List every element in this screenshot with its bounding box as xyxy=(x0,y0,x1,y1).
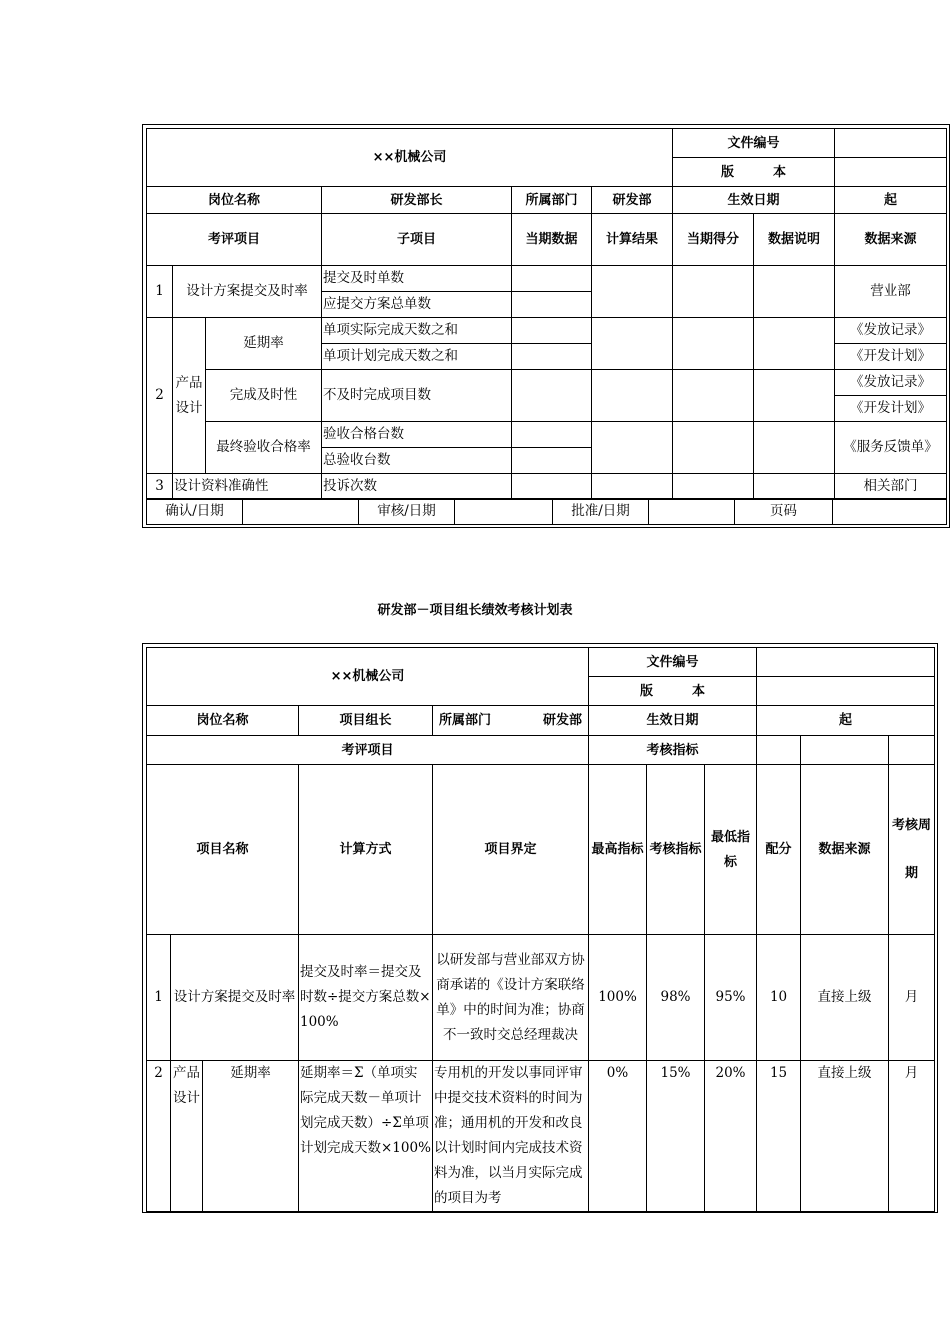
row3-calc[interactable] xyxy=(592,474,673,500)
row2c-sub2-data[interactable] xyxy=(512,448,592,474)
kpi-table-1 xyxy=(146,128,947,500)
approve-value[interactable] xyxy=(649,499,735,525)
row1-calc[interactable] xyxy=(592,266,673,318)
dept-label: 所属部门 xyxy=(512,187,592,214)
row1-no: 1 xyxy=(147,266,173,318)
company-name: ××机械公司 xyxy=(147,129,673,187)
post-value: 研发部长 xyxy=(322,187,512,214)
t2-file-no-label: 文件编号 xyxy=(589,648,757,677)
t2-row2-calc: 延期率＝Σ（单项实际完成天数－单项计划完成天数）÷Σ单项计划完成天数×100% xyxy=(299,1061,433,1212)
row3-data[interactable] xyxy=(512,474,592,500)
row2a-sub2-data[interactable] xyxy=(512,344,592,370)
header-current-score: 当期得分 xyxy=(673,214,754,266)
row2b-calc[interactable] xyxy=(592,370,673,422)
header-sub: 子项目 xyxy=(322,214,512,266)
t2-row2-no: 2 xyxy=(147,1061,171,1212)
t2-row1-min: 95% xyxy=(705,935,757,1061)
t2-header-max: 最高指标 xyxy=(589,765,647,935)
approve-label: 批准/日期 xyxy=(553,499,649,525)
t2-blank-1 xyxy=(757,736,801,765)
kpi-table-2 xyxy=(146,647,935,1212)
t2-effective-label: 生效日期 xyxy=(589,706,757,736)
row2c-source: 《服务反馈单》 xyxy=(835,422,947,474)
t2-dept-value: 研发部 xyxy=(543,713,583,728)
row2a-sub1-data[interactable] xyxy=(512,318,592,344)
t2-effective-value: 起 xyxy=(757,706,935,736)
review-label: 审核/日期 xyxy=(359,499,455,525)
row1-sub2-data[interactable] xyxy=(512,292,592,318)
row3-note[interactable] xyxy=(754,474,835,500)
version-value[interactable] xyxy=(835,158,947,187)
t2-header-cycle: 考核周期 xyxy=(889,765,935,935)
t2-dept-label xyxy=(433,706,589,736)
row2b-data[interactable] xyxy=(512,370,592,422)
t2-blank-2 xyxy=(801,736,889,765)
t2-row1-max: 100% xyxy=(589,935,647,1061)
t2-row2-weight: 15 xyxy=(757,1061,801,1212)
row1-score[interactable] xyxy=(673,266,754,318)
confirm-value[interactable] xyxy=(243,499,359,525)
row1-source: 营业部 xyxy=(835,266,947,318)
row2c-name: 最终验收合格率 xyxy=(206,422,322,474)
t2-version-value[interactable] xyxy=(757,677,935,706)
t2-header-target: 考核指标 xyxy=(647,765,705,935)
t2-row2-max: 0% xyxy=(589,1061,647,1212)
row3-sub: 投诉次数 xyxy=(322,474,512,500)
t2-version-label: 版 本 xyxy=(589,677,757,706)
effective-label: 生效日期 xyxy=(673,187,835,214)
t2-row1-no: 1 xyxy=(147,935,171,1061)
t2-row1-target: 98% xyxy=(647,935,705,1061)
row2c-calc[interactable] xyxy=(592,422,673,474)
t2-header-define: 项目界定 xyxy=(433,765,589,935)
t2-row1-source: 直接上级 xyxy=(801,935,889,1061)
t2-header-calc: 计算方式 xyxy=(299,765,433,935)
t2-row2-min: 20% xyxy=(705,1061,757,1212)
file-no-value[interactable] xyxy=(835,129,947,158)
version-label: 版 本 xyxy=(673,158,835,187)
effective-value: 起 xyxy=(835,187,947,214)
page-value[interactable] xyxy=(833,499,947,525)
row2c-sub2: 总验收台数 xyxy=(322,448,512,474)
row2b-score[interactable] xyxy=(673,370,754,422)
row2a-score[interactable] xyxy=(673,318,754,370)
header-data-note: 数据说明 xyxy=(754,214,835,266)
row2b-source1: 《发放记录》 xyxy=(835,370,947,396)
page-label: 页码 xyxy=(735,499,833,525)
table1-footer xyxy=(146,498,947,525)
row2a-source2: 《开发计划》 xyxy=(835,344,947,370)
t2-file-no-value[interactable] xyxy=(757,648,935,677)
row2a-sub2: 单项计划完成天数之和 xyxy=(322,344,512,370)
t2-header-weight: 配分 xyxy=(757,765,801,935)
confirm-label: 确认/日期 xyxy=(147,499,243,525)
row2-group: 产品设计 xyxy=(173,318,206,474)
row2c-sub1: 验收合格台数 xyxy=(322,422,512,448)
t2-header-source: 数据来源 xyxy=(801,765,889,935)
header-current-data: 当期数据 xyxy=(512,214,592,266)
t2-company-name: ××机械公司 xyxy=(147,648,589,706)
t2-row1-name: 设计方案提交及时率 xyxy=(171,935,299,1061)
t2-row2-source: 直接上级 xyxy=(801,1061,889,1212)
header-source: 数据来源 xyxy=(835,214,947,266)
row2a-source1: 《发放记录》 xyxy=(835,318,947,344)
row2a-sub1: 单项实际完成天数之和 xyxy=(322,318,512,344)
t2-row1-weight: 10 xyxy=(757,935,801,1061)
row1-sub1-data[interactable] xyxy=(512,266,592,292)
row1-note[interactable] xyxy=(754,266,835,318)
row3-score[interactable] xyxy=(673,474,754,500)
t2-blank-3 xyxy=(889,736,935,765)
row2c-sub1-data[interactable] xyxy=(512,422,592,448)
table2-title: 研发部－项目组长绩效考核计划表 xyxy=(377,603,573,618)
t2-row2-group: 产品设计 xyxy=(171,1061,203,1212)
t2-eval-index-label: 考核指标 xyxy=(589,736,757,765)
row2b-note[interactable] xyxy=(754,370,835,422)
row2c-note[interactable] xyxy=(754,422,835,474)
header-item: 考评项目 xyxy=(147,214,322,266)
row1-sub1: 提交及时单数 xyxy=(322,266,512,292)
row2b-source2: 《开发计划》 xyxy=(835,396,947,422)
header-calc-result: 计算结果 xyxy=(592,214,673,266)
review-value[interactable] xyxy=(455,499,553,525)
t2-row2-define: 专用机的开发以事同评审中提交技术资料的时间为准；通用机的开发和改良以计划时间内完成技术资料为准，以当月实际完成的项目为考 xyxy=(433,1061,589,1212)
post-label: 岗位名称 xyxy=(147,187,322,214)
t2-row2-target: 15% xyxy=(647,1061,705,1212)
row3-source: 相关部门 xyxy=(835,474,947,500)
row2b-sub: 不及时完成项目数 xyxy=(322,370,512,422)
file-no-label: 文件编号 xyxy=(673,129,835,158)
t2-dept-label-text: 所属部门 xyxy=(438,713,491,728)
t2-header-min: 最低指标 xyxy=(705,765,757,935)
row2a-name: 延期率 xyxy=(206,318,322,370)
t2-header-name: 项目名称 xyxy=(147,765,299,935)
row1-name: 设计方案提交及时率 xyxy=(173,266,322,318)
t2-row1-cycle: 月 xyxy=(889,935,935,1061)
row2b-name: 完成及时性 xyxy=(206,370,322,422)
dept-value: 研发部 xyxy=(592,187,673,214)
row3-no: 3 xyxy=(147,474,173,500)
t2-row2-cycle: 月 xyxy=(889,1061,935,1212)
row3-name: 设计资料准确性 xyxy=(173,474,322,500)
row1-sub2: 应提交方案总单数 xyxy=(322,292,512,318)
t2-row1-calc: 提交及时率＝提交及时数÷提交方案总数×100% xyxy=(299,935,433,1061)
row2a-calc[interactable] xyxy=(592,318,673,370)
t2-eval-item-label: 考评项目 xyxy=(147,736,589,765)
t2-row1-define: 以研发部与营业部双方协商承诺的《设计方案联络单》中的时间为准；协商不一致时交总经理裁决 xyxy=(433,935,589,1061)
row2a-note[interactable] xyxy=(754,318,835,370)
t2-post-label: 岗位名称 xyxy=(147,706,299,736)
t2-row2-name: 延期率 xyxy=(203,1061,299,1212)
t2-post-value: 项目组长 xyxy=(299,706,433,736)
row2c-score[interactable] xyxy=(673,422,754,474)
row2-no: 2 xyxy=(147,318,173,474)
